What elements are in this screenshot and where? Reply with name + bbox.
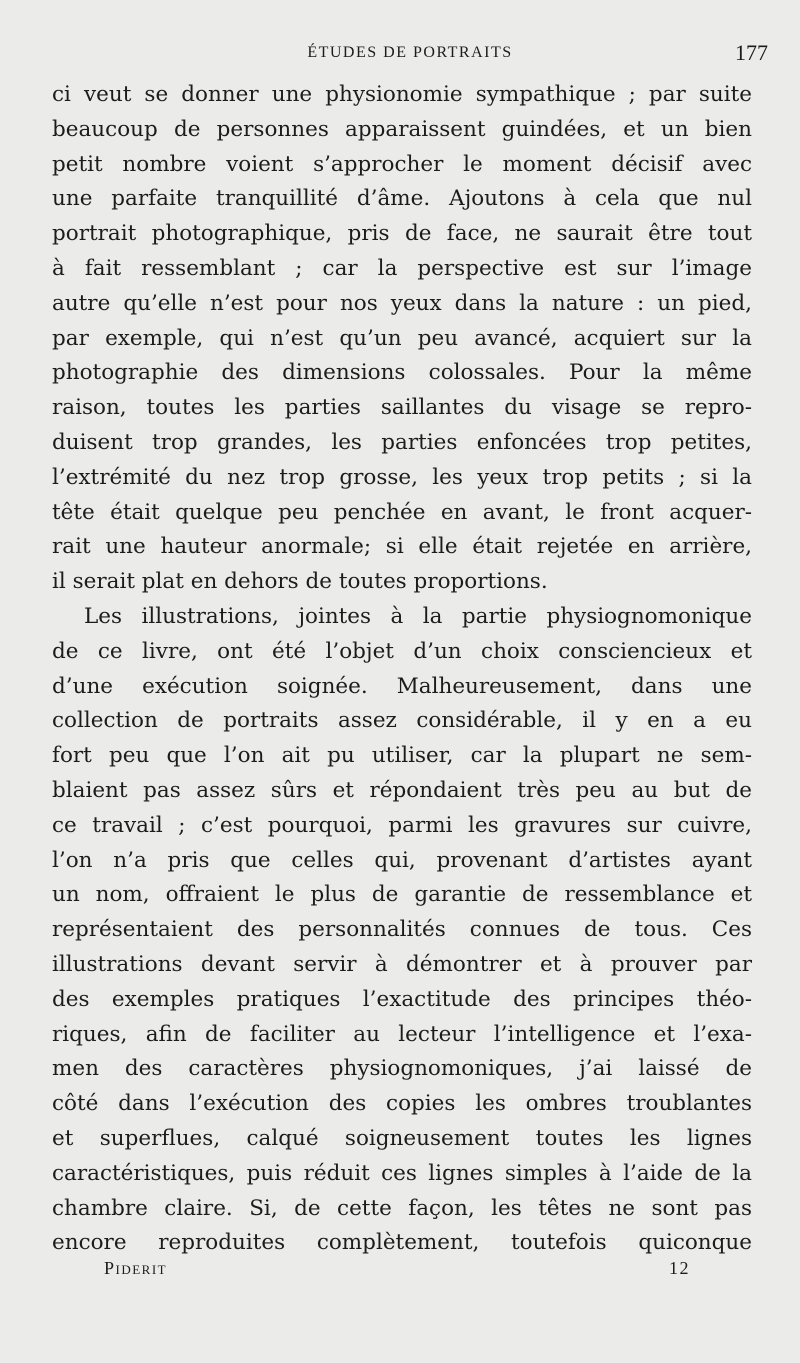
text-line: côté dans l’exécution des copies les ombres troublantes: [52, 1091, 752, 1117]
text-line: ce travail ; c’est pourquoi, parmi les gravures sur cuivre,: [52, 812, 752, 838]
text-line: à fait ressemblant ; car la perspective est sur l’image: [52, 255, 752, 281]
text-line: beaucoup de personnes apparaissent guindées, et un bien: [52, 116, 752, 142]
text-line: représentaient des personnalités connues de tous. Ces: [52, 917, 752, 943]
text-line: l’extrémité du nez trop grosse, les yeux trop petits ; si la: [52, 464, 752, 490]
text-line: de ce livre, ont été l’objet d’un choix consciencieux et: [52, 638, 752, 664]
text-line: ci veut se donner une physionomie sympathique ; par suite: [52, 82, 752, 107]
page-number: 177: [735, 40, 768, 65]
text-line: des exemples pratiques l’exactitude des principes théo-: [52, 986, 752, 1012]
text-line: l’on n’a pris que celles qui, provenant d’artistes ayant: [52, 847, 752, 873]
text-line: photographie des dimensions colossales. Pour la même: [52, 360, 752, 386]
text-line: men des caractères physiognomoniques, j’ai laissé de: [52, 1056, 752, 1082]
running-head: [52, 40, 768, 68]
signature-mark: 12: [669, 1258, 690, 1278]
text-line: collection de portraits assez considérable, il y en a eu: [52, 708, 752, 734]
text-line: raison, toutes les parties saillantes du visage se repro-: [52, 395, 752, 421]
text-line: portrait photographique, pris de face, ne saurait être tout: [52, 221, 752, 247]
text-line: chambre claire. Si, de cette façon, les têtes ne sont pas: [52, 1195, 752, 1221]
paragraph: [52, 600, 752, 1261]
text-line: petit nombre voient s’approcher le moment décisif avec: [52, 151, 752, 177]
text-line: d’une exécution soignée. Malheureusement, dans une: [52, 673, 752, 699]
text-line: blaient pas assez sûrs et répondaient très peu au but de: [52, 777, 752, 803]
text-line: et superflues, calqué soigneusement toutes les lignes: [52, 1125, 752, 1151]
text-line: autre qu’elle n’est pour nos yeux dans la nature : un pied,: [52, 290, 752, 316]
page-footer: [104, 1258, 690, 1288]
text-line: Les illustrations, jointes à la partie physiognomonique: [84, 603, 752, 629]
text-line: duisent trop grandes, les parties enfoncées trop petites,: [52, 429, 752, 455]
body-text: [52, 78, 752, 1261]
text-line: riques, afin de faciliter au lecteur l’intelligence et l’exa-: [52, 1021, 752, 1047]
text-line: illustrations devant servir à démontrer et à prouver par: [52, 951, 752, 977]
text-line: il serait plat en dehors de toutes proportions.: [52, 569, 548, 595]
text-line: fort peu que l’on ait pu utiliser, car la plupart ne sem-: [52, 743, 752, 769]
text-line: une parfaite tranquillité d’âme. Ajoutons à cela que nul: [52, 186, 752, 212]
text-line: caractéristiques, puis réduit ces lignes simples à l’aide de la: [52, 1160, 752, 1186]
text-line: encore reproduites complètement, toutefois quiconque: [52, 1230, 752, 1256]
paragraph: [52, 78, 752, 600]
running-title: ÉTUDES DE PORTRAITS: [307, 44, 513, 61]
text-line: tête était quelque peu penchée en avant, le front acquer-: [52, 499, 752, 525]
text-line: un nom, offraient le plus de garantie de ressemblance et: [52, 882, 752, 908]
footer-author: Piderit: [104, 1258, 168, 1278]
text-line: par exemple, qui n’est qu’un peu avancé, acquiert sur la: [52, 325, 752, 351]
text-line: rait une hauteur anormale; si elle était rejetée en arrière,: [52, 534, 752, 560]
